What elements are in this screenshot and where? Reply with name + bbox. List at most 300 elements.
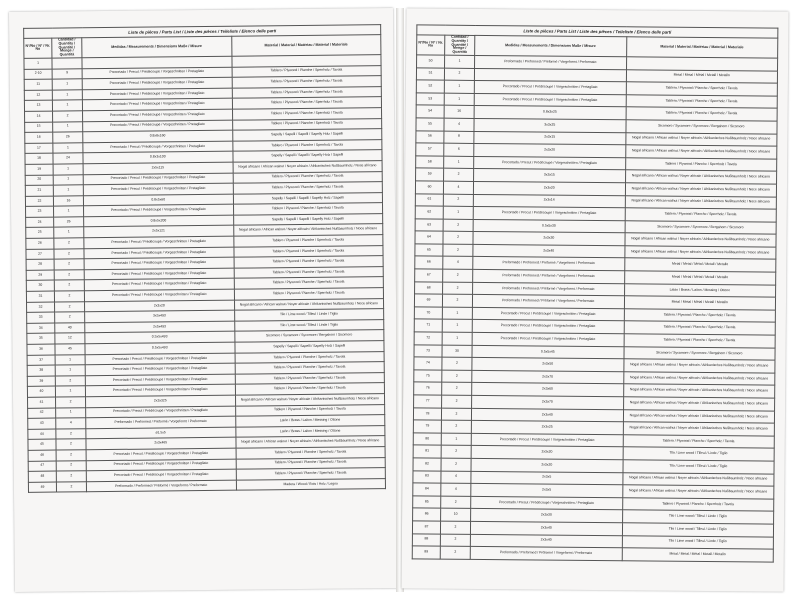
measurements-cell: 2x3x20 [471, 446, 623, 460]
material-cell: Tablero / Plywood / Planche / Sperrholz / Tavola [235, 351, 385, 363]
measurements-cell: 0.5x5x30 [473, 219, 625, 233]
measurements-cell: Precortado / Precut / Prédécoupé / Vorgeschnitten / Pretagliato [474, 156, 626, 170]
material-cell: Tablero / Plywood / Planche / Sperrholz / Tavola [624, 309, 776, 323]
quantity-cell: 1 [55, 386, 85, 397]
measurements-cell: Precortado / Precut / Prédécoupé / Vorgeschnitten / Pretagliato [82, 67, 232, 79]
quantity-cell: 2 [443, 244, 473, 257]
part-number-cell: 21 [25, 185, 53, 196]
measurements-cell: 0.8x5x200 [84, 215, 234, 227]
measurements-cell: Precortado / Precut / Prédécoupé / Vorgeschnitten / Pretagliato [471, 433, 623, 447]
left-page [9, 8, 399, 592]
material-cell: Tablero / Plywood / Planche / Sperrholz / Tavola [235, 372, 385, 384]
quantity-cell: 30 [442, 345, 472, 358]
header-number: N°/No / N° / Nr. No [417, 35, 445, 55]
material-cell: Nogal africano / African walnut / Noyer africain / Afrikanisches Nußbaumholz / Noce africano [622, 485, 774, 499]
quantity-cell: 2 [55, 376, 85, 387]
header-number: N°/No / N° / Nr. No [24, 38, 52, 58]
part-number-cell: 13 [24, 100, 52, 111]
quantity-cell: 1 [52, 79, 82, 90]
measurements-cell: Preformado / Preformed / Préformé / Vorgeformt / Preformato [470, 547, 622, 561]
measurements-cell: Preformado / Preformed / Préformé / Vorgeformt / Preformato [86, 416, 236, 428]
material-cell: Nogal africano / African walnut / Noyer africain / Afrikanisches Nußbaumholz / Noce africano [623, 359, 775, 373]
quantity-cell: 1 [442, 320, 472, 333]
header-quantity: Cantidad / Quantity / Quantité / Menge / Quantità [52, 38, 82, 58]
material-cell: Metal / Metal / Métal / Metall / Metallo [622, 548, 774, 562]
measurements-cell: Precortado / Precut / Prédécoupé / Vorgeschnitten / Pretagliato [472, 332, 624, 346]
part-number-cell: 34 [27, 323, 55, 334]
quantity-cell: 4 [443, 257, 473, 270]
quantity-cell: 2 [440, 546, 470, 559]
part-number-cell: 87 [412, 521, 440, 534]
quantity-cell: 2 [442, 294, 472, 307]
part-number-cell: 75 [414, 370, 442, 383]
material-cell: Nogal africano / African walnut / Noyer africain / Afrikanisches Nußbaumholz / Noce africano [623, 409, 775, 423]
measurements-cell: Precortado / Precut / Prédécoupé / Vorgeschnitten / Pretagliato [472, 320, 624, 334]
table-body-left [24, 55, 386, 493]
material-cell: Tablero / Plywood / Planche / Sperrholz / Tavola [235, 383, 385, 395]
table-body-right [412, 55, 777, 562]
measurements-cell: Precortado / Precut / Prédécoupé / Vorgeschnitten / Pretagliato [473, 207, 625, 221]
quantity-cell: 1 [55, 354, 85, 365]
material-cell: Tablero / Plywood / Planche / Sperrholz / Tavola [232, 118, 382, 130]
part-number-cell: 49 [28, 482, 56, 493]
part-number-cell: 78 [413, 408, 441, 421]
part-number-cell: 12 [24, 90, 52, 101]
part-number-cell: 89 [412, 546, 440, 559]
part-number-cell: 66 [415, 256, 443, 269]
quantity-cell [52, 58, 82, 69]
part-number-cell: 80 [413, 433, 441, 446]
part-number-cell: 42 [28, 408, 56, 419]
part-number-cell: 31 [26, 291, 54, 302]
quantity-cell: 2 [56, 450, 86, 461]
part-number-cell: 45 [28, 439, 56, 450]
material-cell: Nogal africano / African walnut / Noyer africain / Afrikanisches Nußbaumholz / Noce africano [235, 394, 385, 406]
part-number-cell: 50 [417, 55, 445, 68]
material-cell: Tablero / Plywood / Planche / Sperrholz / Tavola [626, 95, 778, 109]
part-number-cell: 18 [25, 153, 53, 164]
quantity-cell: 1 [55, 365, 85, 376]
part-number-cell: 26 [26, 238, 54, 249]
measurements-cell: Precortado / Precut / Prédécoupé / Vorgeschnitten / Pretagliato [84, 236, 234, 248]
quantity-cell: 2 [440, 521, 470, 534]
measurements-cell: Precortado / Precut / Prédécoupé / Vorgeschnitten / Pretagliato [474, 93, 626, 107]
measurements-cell: Precortado / Precut / Prédécoupé / Vorgeschnitten / Pretagliato [86, 459, 236, 471]
material-cell: Nogal africano / African walnut / Noyer africain / Afrikanisches Nußbaumholz / Noce africano [625, 195, 777, 209]
quantity-cell: 2 [56, 439, 86, 450]
material-cell: Nogal africano / African walnut / Noyer africain / Afrikanisches Nußbaumholz / Noce africano [623, 384, 775, 398]
quantity-cell: 2 [440, 534, 470, 547]
part-number-cell: 51 [416, 68, 444, 81]
measurements-cell: Precortado / Precut / Prédécoupé / Vorgeschnitten / Pretagliato [82, 77, 232, 89]
quantity-cell: 2 [55, 301, 85, 312]
measurements-cell: Precortado / Precut / Prédécoupé / Vorgeschnitten / Pretagliato [85, 385, 235, 397]
part-number-cell: 82 [413, 458, 441, 471]
part-number-cell: 88 [412, 533, 440, 546]
part-number-cell: 24 [26, 217, 54, 228]
quantity-cell: 1 [445, 55, 475, 68]
measurements-cell: 3x3x15 [474, 169, 626, 183]
quantity-cell: 4 [56, 418, 86, 429]
quantity-cell: 1 [52, 100, 82, 111]
quantity-cell: 16 [53, 195, 83, 206]
measurements-cell: 3x3x25 [474, 118, 626, 132]
parts-list-table-right [412, 24, 779, 562]
measurements-cell: 2x3x30 [471, 509, 623, 523]
part-number-cell: 1 [24, 58, 52, 69]
quantity-cell: 2 [54, 291, 84, 302]
material-cell: Tablero / Plywood / Planche / Sperrholz / Tavola [234, 277, 384, 289]
part-number-cell: 61 [415, 193, 443, 206]
part-number-cell: 41 [28, 397, 56, 408]
measurements-cell: Precortado / Precut / Prédécoupé / Vorgeschnitten / Pretagliato [82, 88, 232, 100]
material-cell: Sapelly / Sapelli / Sapelli / Sapelly Holz / Sapelli [232, 150, 382, 162]
material-cell: Tablero / Plywood / Planche / Sperrholz / Tavola [625, 157, 777, 171]
quantity-cell: 2 [443, 231, 473, 244]
measurements-cell: Precortado / Precut / Prédécoupé / Vorgeschnitten / Pretagliato [85, 374, 235, 386]
material-cell: Sapelly / Sapelli / Sapelli / Sapelly Holz / Sapelli [233, 214, 383, 226]
quantity-cell: 2 [54, 280, 84, 291]
part-number-cell: 84 [413, 483, 441, 496]
material-cell: Nogal africano / African walnut / Noyer africain / Afrikanisches Nußbaumholz / Noce africano [233, 224, 383, 236]
material-cell: Tablero / Plywood / Planche / Sperrholz / Tavola [626, 82, 778, 96]
material-cell: Nogal africano / African walnut / Noyer africain / Afrikanisches Nußbaumholz / Noce africano [624, 246, 776, 260]
material-cell: Tablero / Plywood / Planche / Sperrholz / Tavola [236, 468, 386, 480]
measurements-cell: Precortado / Precut / Prédécoupé / Vorgeschnitten / Pretagliato [85, 353, 235, 365]
material-cell: Nogal africano / African walnut / Noyer africain / Afrikanisches Nußbaumholz / Noce africano [623, 372, 775, 386]
material-cell: Tablero / Plywood / Planche / Sperrholz / Tavola [233, 245, 383, 257]
quantity-cell: 9 [52, 68, 82, 79]
part-number-cell: 62 [415, 206, 443, 219]
quantity-cell: 1 [443, 206, 473, 219]
part-number-cell: 79 [413, 420, 441, 433]
quantity-cell: 1 [53, 142, 83, 153]
part-number-cell: 37 [27, 355, 55, 366]
measurements-cell: 0.5x5x493 [85, 332, 235, 344]
material-cell: Tablero / Plywood / Planche / Sperrholz / Tavola [624, 334, 776, 348]
part-number-cell: 68 [415, 282, 443, 295]
quantity-cell: 2 [443, 219, 473, 232]
quantity-cell: 12 [55, 333, 85, 344]
quantity-cell: 1 [56, 407, 86, 418]
measurements-cell: 2x3x20 [473, 181, 625, 195]
measurements-cell: 0.5x5x493 [85, 342, 235, 354]
measurements-cell: Precortado / Precut / Prédécoupé / Vorgeschnitten / Pretagliato [85, 363, 235, 375]
measurements-cell: 2x3x40 [473, 244, 625, 258]
part-number-cell: 70 [414, 307, 442, 320]
part-number-cell: 36 [27, 344, 55, 355]
measurements-cell: 2x3x465 [86, 438, 236, 450]
quantity-cell: 2 [442, 395, 472, 408]
material-cell: Nogal africano / African walnut / Noyer africain / Afrikanisches Nußbaumholz / Noce africano [624, 233, 776, 247]
measurements-cell: 2x3x40 [470, 534, 622, 548]
measurements-cell: Precortado / Precut / Prédécoupé / Vorgeschnitten / Pretagliato [471, 496, 623, 510]
part-number-cell: 47 [28, 461, 56, 472]
quantity-cell: 2 [56, 481, 86, 492]
measurements-cell: Preformado / Preformed / Préformé / Vorgeformt / Preformato [472, 295, 624, 309]
quantity-cell: 1 [53, 174, 83, 185]
part-number-cell: 56 [416, 130, 444, 143]
quantity-cell: 1 [53, 185, 83, 196]
material-cell: Sicomoro / Sycamore / Sycomore / Bergahorn / Sicomoro [625, 220, 777, 234]
material-cell: Tilo / Lime wood / Tilleul / Linde / Tiglio [623, 447, 775, 461]
part-number-cell: 57 [416, 143, 444, 156]
parts-list-table-left [23, 24, 386, 493]
material-cell: Nogal africano / African walnut / Noyer africain / Afrikanisches Nußbaumholz / Noce africano [625, 145, 777, 159]
part-number-cell: 86 [413, 508, 441, 521]
material-cell: Tablero / Plywood / Planche / Sperrholz / Tavola [234, 256, 384, 268]
right-page [401, 8, 788, 591]
quantity-cell: 8 [444, 131, 474, 144]
measurements-cell: 2x3x50 [472, 358, 624, 372]
material-cell: Sicomoro / Sycamore / Sycomore / Bergahorn / Sicomoro [234, 330, 384, 342]
quantity-cell: 2 [55, 312, 85, 323]
part-number-cell: 33 [27, 312, 55, 323]
quantity-cell: 4 [444, 118, 474, 131]
header-measurements: Medidas / Measurements / Dimensions Maße / Misure [82, 36, 232, 58]
measurements-cell: 2x3x15 [474, 131, 626, 145]
part-number-cell: 52 [416, 80, 444, 93]
material-cell: Metal / Metal / Métal / Metall / Metallo [624, 296, 776, 310]
part-number-cell: 67 [415, 269, 443, 282]
quantity-cell: 4 [443, 181, 473, 194]
material-cell: Nogal africano / African walnut / Noyer africain / Afrikanisches Nußbaumholz / Noce africano [234, 298, 384, 310]
material-cell: Tablero / Plywood / Planche / Sperrholz / Tavola [232, 97, 382, 109]
measurements-cell: Precortado / Precut / Prédécoupé / Vorgeschnitten / Pretagliato [86, 406, 236, 418]
quantity-cell: 26 [54, 217, 84, 228]
quantity-cell: 1 [53, 121, 83, 132]
quantity-cell: 2 [443, 194, 473, 207]
material-cell: Tablero / Plywood / Planche / Sperrholz / Tavola [232, 108, 382, 120]
quantity-cell: 24 [53, 153, 83, 164]
material-cell: Madera / Wood / Bois / Holz / Legno [236, 478, 386, 490]
part-number-cell: 46 [28, 450, 56, 461]
quantity-cell: 1 [54, 206, 84, 217]
part-number-cell: 74 [414, 357, 442, 370]
part-number-cell: 72 [414, 332, 442, 345]
quantity-cell: 4 [441, 471, 471, 484]
part-number-cell: 53 [416, 93, 444, 106]
material-cell: Tablero / Plywood / Planche / Sperrholz / Tavola [234, 266, 384, 278]
measurements-cell: Preformado / Preformed / Préformé / Vorgeformt / Preformato [473, 257, 625, 271]
material-cell: Latón / Brass / Laiton / Messing / Ottone [235, 425, 385, 437]
quantity-cell: 1 [442, 332, 472, 345]
material-cell: Tablero / Plywood / Planche / Sperrholz / Tavola [235, 404, 385, 416]
material-cell: Tablero / Plywood / Planche / Sperrholz / Tavola [233, 171, 383, 183]
quantity-cell: 40 [55, 323, 85, 334]
material-cell: Metal / Metal / Métal / Metall / Metallo [624, 258, 776, 272]
part-number-cell: 64 [415, 231, 443, 244]
quantity-cell: 4 [441, 483, 471, 496]
measurements-cell: ø1.5x5 [86, 427, 236, 439]
part-number-cell: 40 [27, 386, 55, 397]
measurements-cell: Preformado / Preformed / Préformé / Vorgeformt / Preformato [473, 282, 625, 296]
header-measurements: Medidas / Measurements / Dimensions Maße / Misure [475, 35, 627, 56]
material-cell: Sicomoro / Sycamore / Sycomore / Bergahorn / Sicomoro [623, 346, 775, 360]
quantity-cell: 2 [54, 238, 84, 249]
quantity-cell: 2 [443, 282, 473, 295]
quantity-cell: 2 [54, 270, 84, 281]
measurements-cell: Precortado / Precut / Prédécoupé / Vorgeschnitten / Pretagliato [84, 257, 234, 269]
measurements-cell: 0.8x5x60 [83, 194, 233, 206]
material-cell: Sapelly / Sapelli / Sapelli / Sapelly Holz / Sapelli [234, 341, 384, 353]
measurements-cell: 2x3x60 [472, 383, 624, 397]
header-material: Material / Material / Matériau / Material / Materiale [626, 37, 778, 58]
material-cell: Nogal africano / African walnut / Noyer africain / Afrikanisches Nußbaumholz / Noce africano [625, 170, 777, 184]
part-number-cell: 44 [28, 429, 56, 440]
measurements-cell: Precortado / Precut / Prédécoupé / Vorgeschnitten / Pretagliato [84, 247, 234, 259]
part-number-cell: 30 [26, 281, 54, 292]
measurements-cell: Precortado / Precut / Prédécoupé / Vorgeschnitten / Pretagliato [83, 109, 233, 121]
quantity-cell: 2 [56, 397, 86, 408]
measurements-cell: 2x5x115 [83, 162, 233, 174]
measurements-cell: 2x3x40 [471, 408, 623, 422]
part-number-cell: 28 [26, 259, 54, 270]
measurements-cell: 2x3x40 [470, 521, 622, 535]
measurements-cell: 2x5x493 [85, 321, 235, 333]
measurements-cell: Precortado / Precut / Prédécoupé / Vorgeschnitten / Pretagliato [82, 99, 232, 111]
part-number-cell: 77 [414, 395, 442, 408]
part-number-cell: 65 [415, 244, 443, 257]
quantity-cell: 2 [441, 408, 471, 421]
quantity-cell: 2 [56, 429, 86, 440]
header-material: Material / Material / Matériau / Material / Materiale [231, 35, 381, 57]
measurements-cell: Precortado / Precut / Prédécoupé / Vorgeschnitten / Pretagliato [83, 141, 233, 153]
material-cell: Tilo / Lime wood / Tilleul / Linde / Tiglio [234, 319, 384, 331]
quantity-cell: 10 [441, 509, 471, 522]
quantity-cell: 6 [444, 143, 474, 156]
quantity-cell: 16 [444, 106, 474, 119]
part-number-cell: 69 [414, 294, 442, 307]
quantity-cell: 2 [54, 248, 84, 259]
material-cell: Tablero / Plywood / Planche / Sperrholz / Tavola [232, 76, 382, 88]
quantity-cell: 1 [52, 90, 82, 101]
material-cell: Nogal africano / African walnut / Noyer africain / Afrikanisches Nußbaumholz / Noce africano [623, 422, 775, 436]
measurements-cell: Precortado / Precut / Prédécoupé / Vorgeschnitten / Pretagliato [84, 204, 234, 216]
measurements-cell: 2x3x25 [471, 421, 623, 435]
quantity-cell: 1 [444, 80, 474, 93]
table-title: Liste de pièces / Parts List / Liste des pièces / Teileliste / Elenco delle parti [417, 25, 778, 38]
part-number-cell: 35 [27, 333, 55, 344]
quantity-cell: 2 [56, 471, 86, 482]
measurements-cell: 2x3x325 [86, 395, 236, 407]
material-cell: Tablero / Plywood / Planche / Sperrholz / Tavola [235, 362, 385, 374]
part-number-cell: 73 [414, 345, 442, 358]
material-cell: Nogal africano / African walnut / Noyer africain / Afrikanisches Nußbaumholz / Noce africano [233, 161, 383, 173]
material-cell: Tilo / Lime wood / Tilleul / Linde / Tiglio [622, 523, 774, 537]
material-cell: Sapelly / Sapelli / Sapelli / Sapelly Holz / Sapelli [233, 192, 383, 204]
part-number-cell: 63 [415, 219, 443, 232]
measurements-cell: 2x3x30 [473, 232, 625, 246]
part-number-cell: 81 [413, 445, 441, 458]
part-number-cell: 59 [416, 168, 444, 181]
quantity-cell: 2 [441, 496, 471, 509]
material-cell: Tablero / Plywood / Planche / Sperrholz / Tavola [232, 86, 382, 98]
part-number-cell: 83 [413, 470, 441, 483]
measurements-cell: 2x3x70 [472, 395, 624, 409]
part-number-cell: 29 [26, 270, 54, 281]
material-cell: Nogal africano / African walnut / Noyer africain / Afrikanisches Nußbaumholz / Noce africano [235, 436, 385, 448]
measurements-cell: 2x3x20 [471, 458, 623, 472]
material-cell: Tablero / Plywood / Planche / Sperrholz / Tavola [626, 107, 778, 121]
part-number-cell: 85 [413, 496, 441, 509]
table-title: Liste de pièces / Parts List / Liste des pièces / Teileliste / Elenco delle parti [24, 25, 381, 39]
measurements-cell: 2x3x20 [474, 144, 626, 158]
measurements-cell: Precortado / Precut / Prédécoupé / Vorgeschnitten / Pretagliato [84, 268, 234, 280]
measurements-cell: Precortado / Precut / Prédécoupé / Vorgeschnitten / Pretagliato [83, 183, 233, 195]
quantity-cell: 2 [53, 111, 83, 122]
table-row [412, 546, 773, 562]
measurements-cell: Precortado / Precut / Prédécoupé / Vorgeschnitten / Pretagliato [83, 173, 233, 185]
material-cell: Sapelly / Sapelli / Sapelli / Sapelly Holz / Sapelli [232, 129, 382, 141]
material-cell: Tablero / Plywood / Planche / Sperrholz / Tavola [236, 447, 386, 459]
material-cell: Tablero / Plywood / Planche / Sperrholz / Tavola [233, 182, 383, 194]
quantity-cell: 1 [442, 307, 472, 320]
measurements-cell: Precortado / Precut / Prédécoupé / Vorgeschnitten / Pretagliato [84, 289, 234, 301]
material-cell: Tablero / Plywood / Planche / Sperrholz / Tavola [232, 139, 382, 151]
quantity-cell: 1 [444, 156, 474, 169]
part-number-cell: 58 [416, 156, 444, 169]
part-number-cell: 17 [25, 143, 53, 154]
measurements-cell: Precortado / Precut / Prédécoupé / Vorgeschnitten / Pretagliato [86, 448, 236, 460]
quantity-cell: 2 [444, 169, 474, 182]
material-cell: Metal / Metal / Métal / Metall / Metallo [624, 271, 776, 285]
part-number-cell: 38 [27, 365, 55, 376]
material-cell: Tablero / Plywood / Planche / Sperrholz / Tavola [623, 435, 775, 449]
measurements-cell: Preformado / Preformed / Préformé / Vorgeformt / Preformato [86, 480, 236, 492]
material-cell: Tilo / Lime wood / Tilleul / Linde / Tiglio [622, 510, 774, 524]
measurements-cell: 3x5x493 [85, 310, 235, 322]
measurements-cell: Precortado / Precut / Prédécoupé / Vorgeschnitten / Pretagliato [472, 307, 624, 321]
material-cell: Tilo / Lime wood / Tilleul / Linde / Tiglio [622, 460, 774, 474]
part-number-cell: 71 [414, 319, 442, 332]
measurements-cell: Precortado / Precut / Prédécoupé / Vorgeschnitten / Pretagliato [474, 81, 626, 95]
part-number-cell: 19 [25, 164, 53, 175]
part-number-cell: 11 [24, 79, 52, 90]
measurements-cell: 0.8x3x100 [83, 152, 233, 164]
part-number-cell: 25 [26, 228, 54, 239]
material-cell: Tablero / Plywood / Planche / Sperrholz / Tavola [622, 498, 774, 512]
part-number-cell: 39 [27, 376, 55, 387]
part-number-cell: 60 [415, 181, 443, 194]
quantity-cell: 2 [443, 269, 473, 282]
material-cell: Tilo / Lime wood / Tilleul / Linde / Tiglio [234, 309, 384, 321]
material-cell: Nogal africano / African walnut / Noyer africain / Afrikanisches Nußbaumholz / Noce africano [625, 183, 777, 197]
part-number-cell: 15 [25, 122, 53, 133]
material-cell: Tablero / Plywood / Planche / Sperrholz / Tavola [236, 457, 386, 469]
part-number-cell: 22 [25, 196, 53, 207]
measurements-cell: Preformado / Preformed / Préformé / Vorgeformt / Preformato [475, 55, 627, 69]
material-cell: Nogal africano / African walnut / Noyer africain / Afrikanisches Nußbaumholz / Noce africano [622, 472, 774, 486]
measurements-cell: Precortado / Precut / Prédécoupé / Vorgeschnitten / Pretagliato [86, 469, 236, 481]
material-cell: Nogal africano / African walnut / Noyer africain / Afrikanisches Nußbaumholz / Noce africano [623, 397, 775, 411]
measurements-cell: 2x3x5 [471, 484, 623, 498]
measurements-cell: 2x5x121 [84, 226, 234, 238]
quantity-cell: 1 [444, 93, 474, 106]
measurements-cell: Preformado / Preformed / Préformé / Vorgeformt / Preformato [473, 270, 625, 284]
measurements-cell: 0.8x8x160 [83, 130, 233, 142]
quantity-cell: 2 [441, 458, 471, 471]
material-cell: Latón / Brass / Laiton / Messing / Ottone [624, 283, 776, 297]
part-number-cell: 76 [414, 382, 442, 395]
material-cell: Tablero / Plywood / Planche / Sperrholz / Tavola [232, 65, 382, 77]
quantity-cell: 45 [55, 344, 85, 355]
quantity-cell: 26 [53, 132, 83, 143]
material-cell: Tablero / Plywood / Planche / Sperrholz / Tavola [624, 321, 776, 335]
quantity-cell: 2 [56, 460, 86, 471]
part-number-cell: 54 [416, 105, 444, 118]
measurements-cell: 2x3x20 [85, 300, 235, 312]
